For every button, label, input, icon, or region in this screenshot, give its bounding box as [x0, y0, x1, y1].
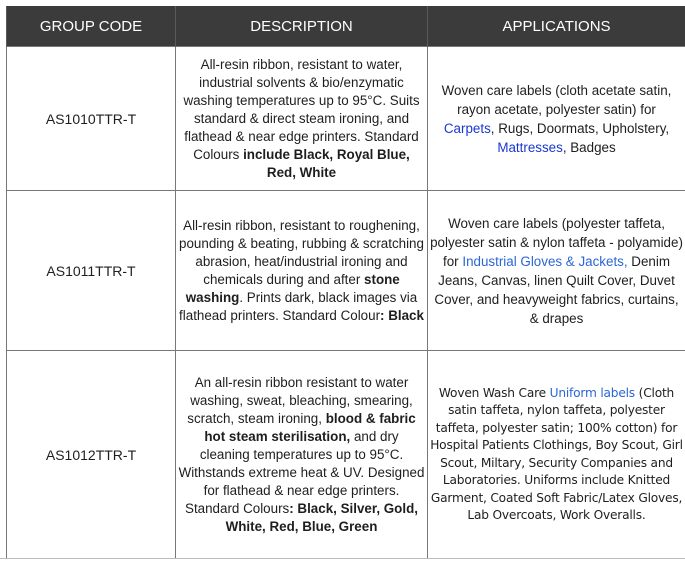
- description-text: An all-resin ribbon resistant to water washing, sweat, bleaching, smearing, scratch, steam ironing,: [187, 374, 413, 426]
- header-description: DESCRIPTION: [176, 6, 428, 47]
- header-applications: APPLICATIONS: [428, 6, 685, 47]
- ribbon-table: [6, 6, 685, 559]
- description-cell: [176, 47, 428, 191]
- description-text: and dry cleaning temperatures up to 95°C. Withstands extreme heat & UV. Designed for flathead & near edge printers. Standard Colours: [178, 428, 425, 516]
- description-text: . Prints dark, black images via flathead printers. Standard Colour: [179, 289, 418, 323]
- applications-text: (Cloth satin taffeta, nylon taffeta, polyester taffeta, polyester satin; 100% cotton) for Hospital Patients Clothings, Boy Scout, Girl Scout, Miltary, Security Companies and Laboratories. Uniforms include Knitted Garment, Coated Soft Fabric/Latex Gloves, Lab Overcoats, Work Overalls.: [430, 385, 683, 522]
- uniform-labels-link[interactable]: Uniform labels: [549, 385, 635, 400]
- group-code-cell: AS1010TTR-T: [7, 47, 176, 191]
- description-bold-text: blood & fabric hot steam sterilisation,: [204, 410, 416, 444]
- applications-cell: [428, 191, 685, 351]
- table-row: [7, 351, 685, 559]
- description-bold-text: include Black, Royal Blue, Red, White: [243, 146, 410, 180]
- table-row: [7, 191, 685, 351]
- description-cell: [176, 191, 428, 351]
- description-bold-text: : Black, Silver, Gold, White, Red, Blue, Green: [225, 500, 418, 534]
- group-code-cell: AS1011TTR-T: [7, 191, 176, 351]
- description-bold-text: stone washing: [185, 271, 400, 305]
- bottom-divider: [0, 558, 685, 559]
- description-text: All-resin ribbon, resistant to water, industrial solvents & bio/enzymatic washing temperatures up to 95°C. Suits standard & direct steam ironing, and flathead & near edge printers. Standard Colours: [183, 56, 420, 162]
- applications-text: Woven Wash Care: [438, 385, 550, 400]
- description-text: All-resin ribbon, resistant to roughening, pounding & beating, rubbing & scratching abrasion, heat/industrial ironing and chemicals during and after: [179, 217, 424, 287]
- applications-text: Denim Jeans, Canvas, linen Quilt Cover, Duvet Cover, and heavyweight fabrics, curtains, & drapes: [434, 253, 679, 326]
- description-bold-text: : Black: [380, 307, 424, 323]
- table-row: [7, 47, 685, 191]
- header-row: [7, 6, 685, 47]
- mattresses-link[interactable]: Mattresses: [497, 139, 563, 155]
- description-cell: [176, 351, 428, 559]
- applications-cell: [428, 47, 685, 191]
- applications-text: Woven care labels (polyester taffeta, polyester satin & nylon taffeta - polyamide) for: [430, 215, 683, 269]
- group-code-cell: AS1012TTR-T: [7, 351, 176, 559]
- header-group-code: GROUP CODE: [7, 6, 176, 47]
- applications-text: , Badges: [562, 139, 616, 155]
- carpets-link[interactable]: Carpets: [443, 120, 491, 136]
- applications-text: Woven care labels (cloth acetate satin, rayon acetate, polyester satin) for: [441, 82, 672, 117]
- industrial-gloves-jackets-link[interactable]: Industrial Gloves & Jackets,: [462, 253, 628, 269]
- applications-text: , Rugs, Doormats, Upholstery,: [490, 120, 670, 136]
- applications-cell: [428, 351, 685, 559]
